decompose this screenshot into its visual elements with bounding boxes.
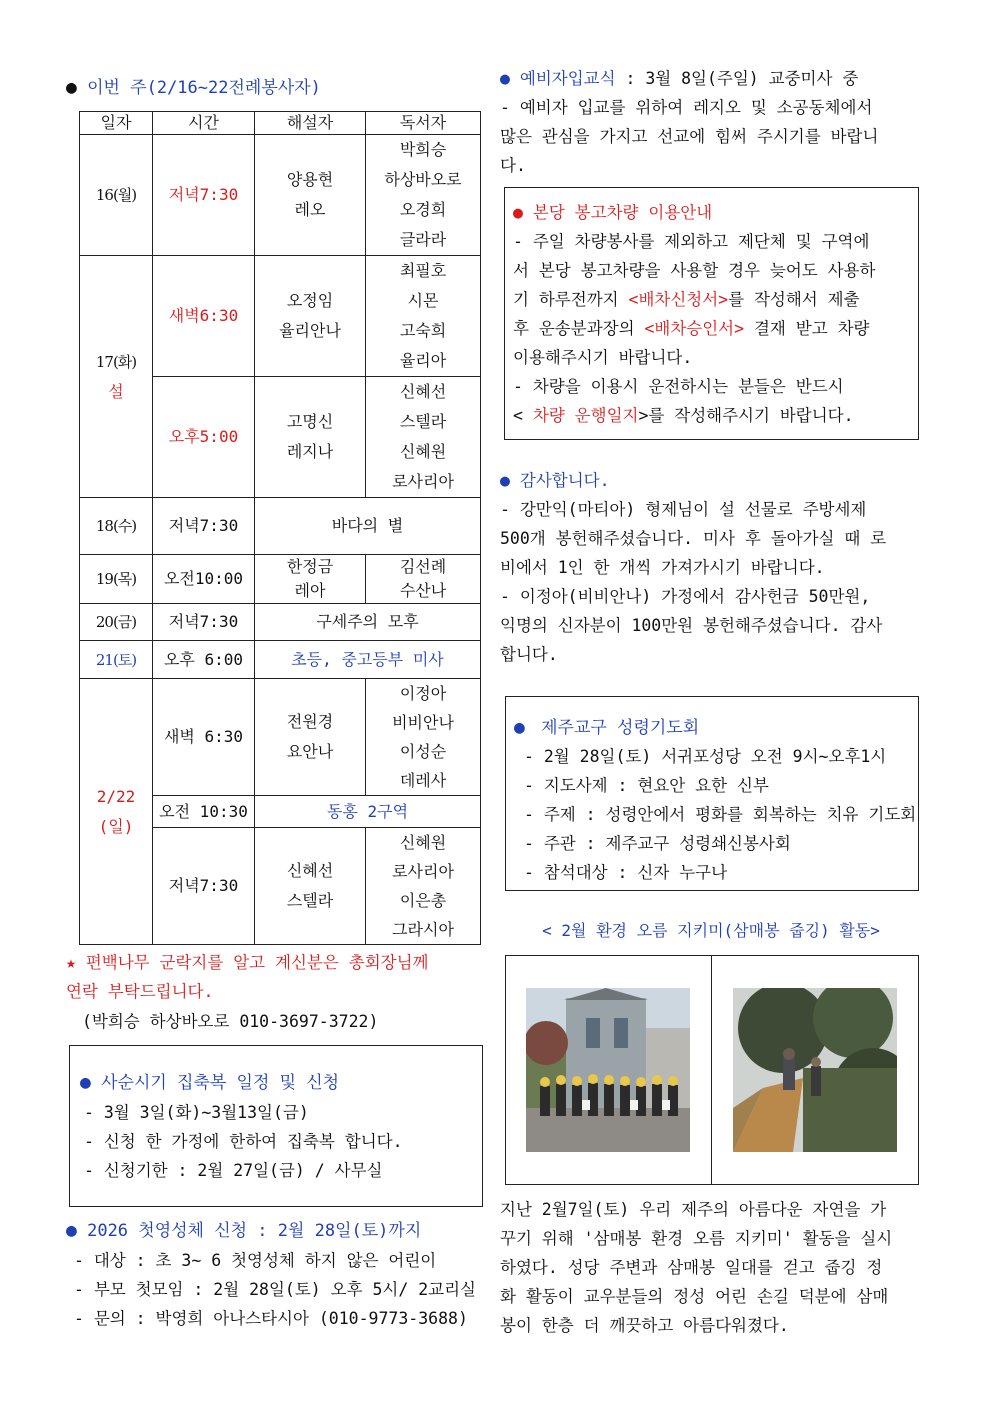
paragraph-line: - 예비자 입교를 위하여 레지오 및 소공동체에서 bbox=[500, 98, 873, 117]
bullet-icon: ● bbox=[66, 1220, 77, 1241]
list-item: - 3월 3일(화)~3월13일(금) bbox=[84, 1103, 309, 1122]
table-row bbox=[80, 256, 481, 377]
time-cell: 저녁7:30 bbox=[153, 828, 255, 945]
lent-blessing-box bbox=[69, 1045, 483, 1207]
bullet-icon: ● bbox=[513, 203, 523, 222]
communion-title: 2026 첫영성체 신청 : 2월 28일(토)까지 bbox=[87, 1221, 422, 1241]
time-cell: 저녁7:30 bbox=[153, 135, 255, 256]
reader-name: 김선례 bbox=[399, 557, 447, 576]
list-item: - 지도사제 : 현요안 요한 신부 bbox=[524, 776, 769, 795]
thanks-title: 감사합니다. bbox=[519, 471, 610, 490]
photo-divider bbox=[711, 956, 712, 1184]
date-cell: 21(토) bbox=[95, 650, 137, 669]
reader-baptismal: 수산나 bbox=[399, 581, 447, 600]
paragraph-line: - 강만익(마티아) 형제님이 설 선물로 주방세제 bbox=[500, 500, 867, 519]
bullet-icon: ● bbox=[66, 77, 77, 98]
commentator-name: 오정임 bbox=[286, 291, 334, 310]
paragraph-line bbox=[513, 314, 911, 343]
text-span: 기 하루전까지 bbox=[513, 290, 629, 309]
vehicle-title: 본당 봉고차량 이용안내 bbox=[532, 203, 713, 222]
time-cell: 오후 6:00 bbox=[153, 641, 255, 679]
bullet-icon: ● bbox=[500, 69, 510, 88]
reader-cell bbox=[366, 377, 481, 498]
paragraph-line: 봉이 한층 더 깨끗하고 아름다워졌다. bbox=[500, 1316, 789, 1335]
lent-title: 사순시기 집축복 일정 및 신청 bbox=[101, 1073, 340, 1093]
pine-notice-contact: (박희승 하상바오로 010-3697-3722) bbox=[82, 1012, 379, 1031]
paragraph-line bbox=[513, 285, 911, 314]
list-item: - 대상 : 초 3~ 6 첫영성체 하지 않은 어린이 bbox=[74, 1251, 437, 1270]
bullet-icon: ● bbox=[80, 1072, 91, 1093]
group-cell: 동홍 2구역 bbox=[255, 796, 481, 828]
time-cell: 저녁7:30 bbox=[153, 604, 255, 641]
commentator-cell bbox=[255, 377, 366, 498]
commentator-cell bbox=[255, 256, 366, 377]
text-span: < bbox=[513, 406, 533, 425]
commentator-cell bbox=[255, 555, 366, 604]
trail-photo-image bbox=[733, 988, 897, 1152]
paragraph-line: 다. bbox=[500, 156, 526, 175]
activity-report bbox=[500, 1195, 922, 1340]
commentator-name: 신혜선 bbox=[286, 861, 334, 880]
commentator-baptismal: 레지나 bbox=[286, 442, 334, 461]
header-date: 일자 bbox=[80, 112, 153, 135]
paragraph-line: 비에서 1인 한 개씩 가져가시기 바랍니다. bbox=[500, 558, 825, 577]
thanks-section bbox=[500, 466, 922, 669]
text-span: 를 작성해서 제출 bbox=[728, 290, 860, 309]
reader-baptismal: 시몬 bbox=[407, 291, 439, 310]
paragraph-line: 지난 2월7일(토) 우리 제주의 아름다운 자연을 가 bbox=[500, 1200, 887, 1219]
list-item: - 주제 : 성령안에서 평화를 회복하는 치유 기도회 bbox=[524, 805, 917, 824]
reader-baptismal: 로사리아 bbox=[392, 472, 454, 491]
reader-baptismal: 그라시아 bbox=[392, 920, 454, 939]
paragraph-line: 500개 봉헌해주셨습니다. 미사 후 돌아가실 때 로 bbox=[500, 529, 887, 548]
paragraph-line: - 이정아(비비안나) 가정에서 감사헌금 50만원, bbox=[500, 587, 871, 606]
communion-heading bbox=[66, 1219, 421, 1243]
reader-baptismal: 글라라 bbox=[399, 230, 447, 249]
commentator-name: 전원경 bbox=[286, 712, 334, 731]
reader-cell bbox=[366, 256, 481, 377]
header-commentator: 해설자 bbox=[255, 112, 366, 135]
text-span: 후 운송분과장의 bbox=[513, 319, 645, 338]
pine-notice-line: 연락 부탁드립니다. bbox=[66, 982, 214, 1001]
commentator-name: 한정금 bbox=[286, 557, 334, 576]
bullet-icon: ● bbox=[500, 471, 510, 490]
table-row bbox=[80, 135, 481, 256]
holiday-label: 설 bbox=[108, 381, 124, 401]
dispatch-approval-form: <배차승인서> bbox=[644, 319, 745, 338]
paragraph-line: 많은 관심을 가지고 선교에 힘써 주시기를 바랍니 bbox=[500, 127, 879, 146]
communion-items bbox=[74, 1246, 476, 1333]
commentator-baptismal: 스텔라 bbox=[286, 891, 334, 910]
date-cell: 16(월) bbox=[95, 186, 137, 204]
date-cell: 20(금) bbox=[95, 613, 137, 631]
catechumen-title: 예비자입교식 bbox=[519, 69, 616, 88]
commentator-cell bbox=[255, 828, 366, 945]
list-item: - 2월 28일(토) 서귀포성당 오전 9시~오후1시 bbox=[524, 747, 887, 766]
paragraph-line: - 주일 차량봉사를 제외하고 제단체 및 구역에 bbox=[513, 232, 870, 251]
reader-name: 최필호 bbox=[399, 261, 447, 280]
commentator-cell bbox=[255, 135, 366, 256]
commentator-baptismal: 레오 bbox=[294, 200, 326, 219]
reader-cell bbox=[366, 679, 481, 796]
dispatch-request-form: <배차신청서> bbox=[628, 290, 729, 309]
reader-cell bbox=[366, 555, 481, 604]
reader-baptismal: 스텔라 bbox=[399, 412, 447, 431]
lent-heading bbox=[80, 1071, 339, 1095]
list-item: - 부모 첫모임 : 2월 28일(토) 오후 5시/ 2교리실 bbox=[74, 1280, 476, 1299]
vehicle-notice-box bbox=[504, 187, 919, 440]
reader-name: 신혜원 bbox=[399, 833, 447, 852]
photo-frame bbox=[505, 955, 919, 1185]
commentator-baptismal: 레아 bbox=[294, 581, 326, 600]
time-cell: 오전 10:30 bbox=[153, 796, 255, 828]
reader-baptismal: 하상바오로 bbox=[384, 170, 462, 189]
reader-name: 신혜선 bbox=[399, 382, 447, 401]
vehicle-heading bbox=[513, 198, 911, 227]
prayer-heading bbox=[514, 716, 699, 740]
liturgy-schedule-table bbox=[79, 111, 481, 945]
photo-caption: < 2월 환경 오름 지키미(삼매봉 줍깅) 활동> bbox=[542, 921, 880, 940]
date-cell bbox=[80, 256, 153, 498]
text-span: 결재 받고 차량 bbox=[744, 319, 870, 338]
list-item: - 신청기한 : 2월 27일(금) / 사무실 bbox=[84, 1161, 383, 1180]
reader-baptismal: 비비안나 bbox=[392, 713, 454, 732]
date-text: 2/22 bbox=[96, 786, 136, 806]
date-cell: 18(수) bbox=[95, 517, 137, 535]
text-span: >를 작성해주시기 바랍니다. bbox=[638, 406, 854, 425]
paragraph-line bbox=[513, 401, 911, 430]
vehicle-notice bbox=[513, 198, 911, 430]
list-item: - 참석대상 : 신자 누구나 bbox=[524, 863, 728, 882]
list-item: - 주관 : 제주교구 성령쇄신봉사회 bbox=[524, 834, 791, 853]
reader-name: 고숙희 bbox=[399, 321, 447, 340]
time-cell: 오후5:00 bbox=[153, 377, 255, 498]
table-row bbox=[80, 641, 481, 679]
table-row bbox=[80, 555, 481, 604]
paragraph-line: 화 활동이 교우분들의 정성 어린 손길 덕분에 삼매 bbox=[500, 1287, 889, 1306]
pine-notice-line: ★ 편백나무 군락지를 알고 계신분은 총회장님께 bbox=[66, 953, 429, 972]
commentator-baptismal: 요안나 bbox=[286, 742, 334, 761]
group-photo-image bbox=[526, 988, 690, 1152]
group-cell: 초등, 중고등부 미사 bbox=[255, 641, 481, 679]
day-text: (일) bbox=[98, 816, 134, 836]
group-cell: 바다의 별 bbox=[255, 498, 481, 555]
paragraph-line: 서 본당 봉고차량을 사용할 경우 늦어도 사용하 bbox=[513, 261, 876, 280]
commentator-name: 고명신 bbox=[286, 412, 334, 431]
reader-baptismal: 율리아 bbox=[399, 351, 447, 370]
paragraph-line: 이용해주시기 바랍니다. bbox=[513, 348, 693, 367]
pine-forest-notice bbox=[66, 948, 480, 1006]
reader-name: 신혜원 bbox=[399, 442, 447, 461]
reader-cell bbox=[366, 135, 481, 256]
catechumen-section bbox=[500, 64, 922, 180]
reader-cell bbox=[366, 828, 481, 945]
table-row bbox=[80, 679, 481, 796]
date-cell bbox=[80, 679, 153, 945]
vehicle-logbook: 차량 운행일지 bbox=[532, 406, 639, 425]
reader-baptismal: 데레사 bbox=[399, 771, 447, 790]
time-cell: 새벽 6:30 bbox=[153, 679, 255, 796]
paragraph-line: - 차량을 이용시 운전하시는 분들은 반드시 bbox=[513, 377, 844, 396]
prayer-meeting-box bbox=[505, 696, 919, 891]
commentator-name: 양용현 bbox=[286, 170, 334, 189]
catechumen-date: : 3월 8일(주일) 교중미사 중 bbox=[615, 69, 859, 88]
schedule-heading-text: 이번 주(2/16~22전례봉사자) bbox=[87, 78, 321, 98]
reader-name: 이성순 bbox=[399, 742, 447, 761]
reader-name: 이정아 bbox=[399, 684, 447, 703]
commentator-cell bbox=[255, 679, 366, 796]
time-cell: 오전10:00 bbox=[153, 555, 255, 604]
paragraph-line: 합니다. bbox=[500, 645, 558, 664]
prayer-items bbox=[524, 742, 916, 887]
paragraph-line: 꾸기 위해 '삼매봉 환경 오름 지키미' 활동을 실시 bbox=[500, 1229, 893, 1248]
lent-items bbox=[84, 1098, 403, 1185]
list-item: - 신청 한 가정에 한하여 집축복 합니다. bbox=[84, 1132, 403, 1151]
reader-baptismal: 로사리아 bbox=[392, 862, 454, 881]
header-reader: 독서자 bbox=[366, 112, 481, 135]
time-cell: 새벽6:30 bbox=[153, 256, 255, 377]
group-cell: 구세주의 모후 bbox=[255, 604, 481, 641]
reader-name: 박희승 bbox=[399, 140, 447, 159]
date-cell: 19(목) bbox=[95, 570, 137, 588]
list-item: - 문의 : 박영희 아나스타시아 (010-9773-3688) bbox=[74, 1309, 468, 1328]
reader-name: 오경희 bbox=[399, 200, 447, 219]
commentator-baptismal: 율리안나 bbox=[279, 321, 341, 340]
header-time: 시간 bbox=[153, 112, 255, 135]
prayer-title: 제주교구 성령기도회 bbox=[541, 718, 700, 738]
schedule-heading bbox=[66, 76, 321, 100]
paragraph-line: 익명의 신자분이 100만원 봉헌해주셨습니다. 감사 bbox=[500, 616, 883, 635]
table-row bbox=[80, 498, 481, 555]
table-row bbox=[80, 604, 481, 641]
paragraph-line: 하였다. 성당 주변과 삼매봉 일대를 걷고 줍깅 정 bbox=[500, 1258, 883, 1277]
reader-name: 이은총 bbox=[399, 891, 447, 910]
time-cell: 저녁7:30 bbox=[153, 498, 255, 555]
bullet-icon: ● bbox=[514, 717, 525, 738]
date-text: 17(화) bbox=[95, 352, 137, 371]
